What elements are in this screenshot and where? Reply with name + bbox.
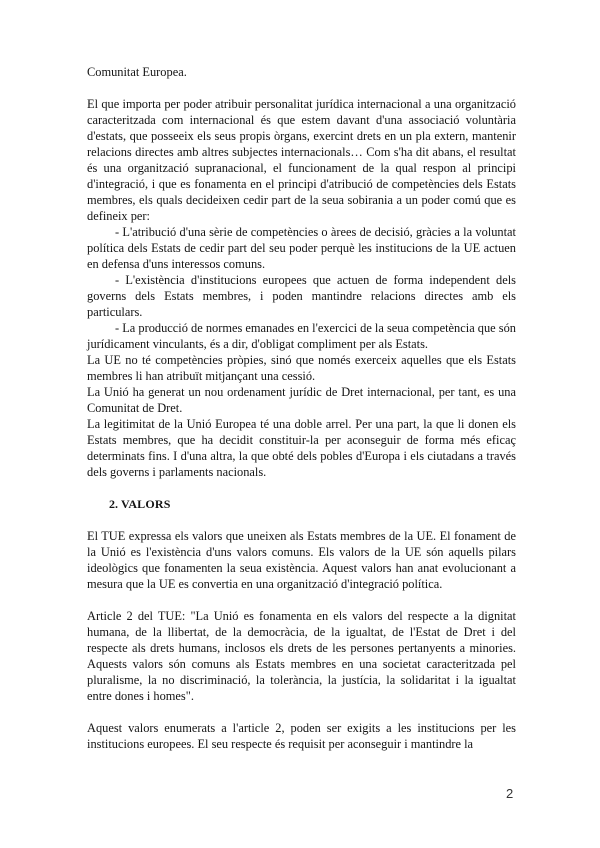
section2-number: 2. xyxy=(109,497,118,511)
paragraph-legal-order: La Unió ha generat un nou ordenament jurídic de Dret internacional, per tant, es una Comunitat de Dret. xyxy=(87,385,516,415)
section1-intro-paragraph: El que importa per poder atribuir personalitat jurídica internacional a una organització caracteritzada com internacional és que estem davant d'una associació voluntària d'estats, que posseeix els seus propis òrgans, exercint drets en un pla extern, mantenir relacions directes amb altres subjectes internacionals… Com s'ha dit abans, el resultat és una organització supranacional, el funcionament de la qual respon al principi d'integració, i que es fonamenta en el principi d'atribució de competències dels Estats membres, els quals decideixen cedir part de la seua sobirania a un poder comú que es defineix per: xyxy=(87,97,516,223)
paragraph-values-enforcement: Aquest valors enumerats a l'article 2, poden ser exigits a les institucions per les institucions europees. El seu respecte és requisit per aconseguir i mantindre la xyxy=(87,721,516,751)
page-body xyxy=(87,64,516,752)
paragraph-legitimacy: La legitimitat de la Unió Europea té una doble arrel. Per una part, la que li donen els Estats membres, que ha decidit constituir-la per aconseguir de forma més eficaç determinats fins. I d'una altra, la que obté dels pobles d'Europa i els ciutadans a través dels governs i parlaments nacionals. xyxy=(87,417,516,479)
page-number: 2 xyxy=(506,786,514,801)
list-item-institutions: - L'existència d'institucions europees que actuen de forma independent dels governs dels Estats membres, i poden mantindre relacions directes amb els particulars. xyxy=(87,273,516,319)
paragraph-tue-values: El TUE expressa els valors que uneixen als Estats membres de la UE. El fonament de la Unió es l'existència d'uns valors comuns. Els valors de la UE són aquells pilars ideològics que fonamenten la seua existència. Aquest valors han anat evolucionant a mesura que la UE es convertia en una organització d'integració política. xyxy=(87,529,516,591)
section2-heading xyxy=(109,496,516,512)
list-item-attribution: - L'atribució d'una sèrie de competències o àrees de decisió, gràcies a la voluntat política dels Estats de cedir part del seu poder perquè les institucions de la UE actuen en defensa d'uns interessos comuns. xyxy=(87,225,516,271)
paragraph-competencies: La UE no té competències pròpies, sinó que només exerceix aquelles que els Estats membres li han atribuït mitjançant una cessió. xyxy=(87,353,516,383)
section2-title: VALORS xyxy=(121,497,171,511)
list-item-norms: - La producció de normes emanades en l'exercici de la seua competència que són jurídicament vinculants, és a dir, d'obligat compliment per als Estats. xyxy=(87,321,516,351)
lead-line: Comunitat Europea. xyxy=(87,65,187,79)
paragraph-article-2: Article 2 del TUE: "La Unió es fonamenta en els valors del respecte a la dignitat humana, de la llibertat, de la democràcia, de la igualtat, de l'Estat de Dret i del respecte als drets humans, inclosos els drets de les persones pertanyents a minories. Aquests valors són comuns als Estats membres en una societat caracteritzada pel pluralisme, la no discriminació, la tolerància, la justícia, la solidaritat i la igualtat entre dones i homes". xyxy=(87,609,516,703)
